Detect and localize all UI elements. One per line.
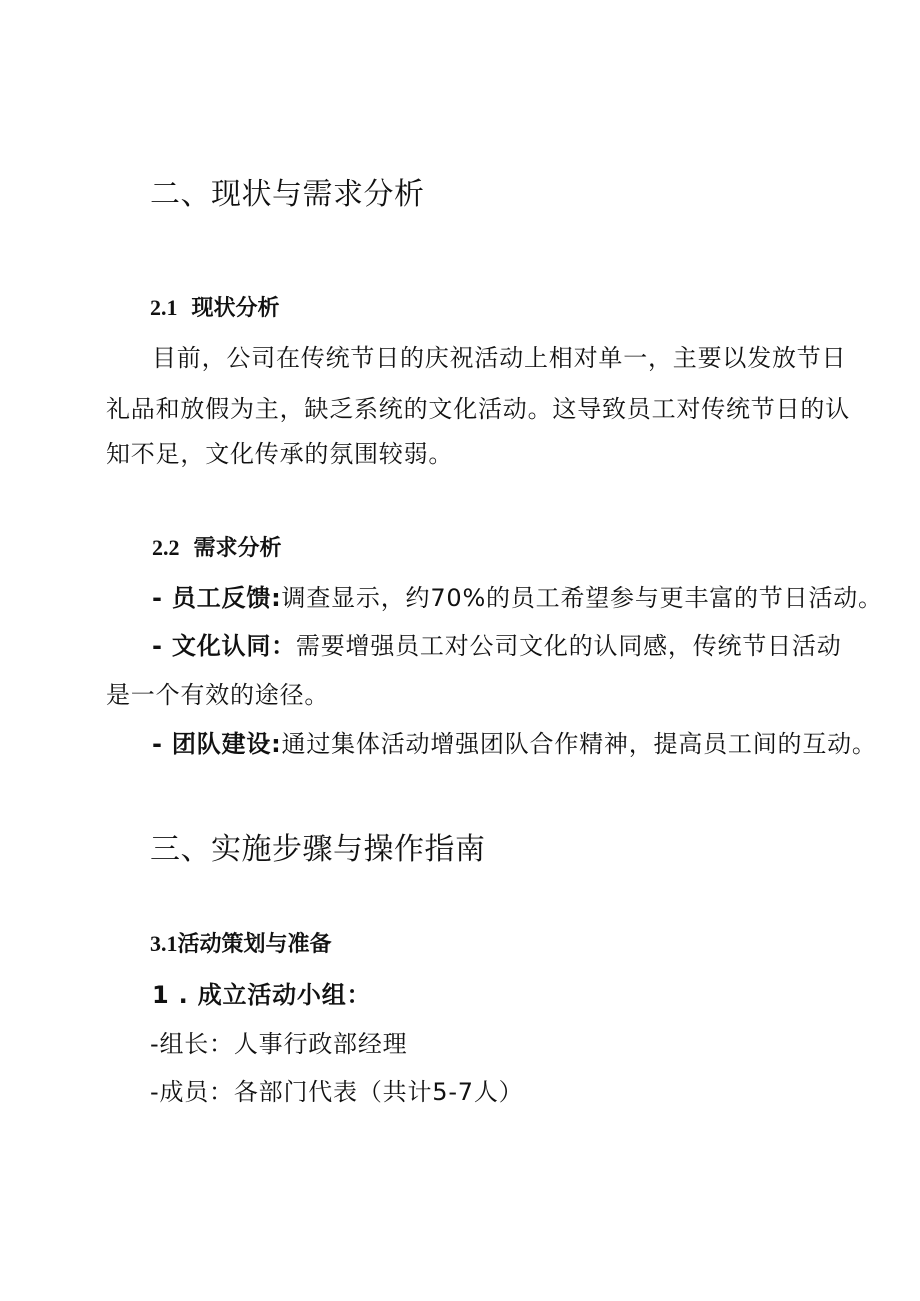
subsection-title: 需求分析	[193, 536, 282, 561]
list-item	[152, 586, 883, 610]
subsection-3-1-heading	[150, 933, 332, 956]
list-item-continuation: 是一个有效的途径。	[106, 681, 330, 709]
list-item-text: 需要增强员工对公司文化的认同感，传统节日活动	[295, 632, 842, 660]
subsection-number: 2.2	[152, 535, 180, 560]
list-item-label: - 文化认同：	[152, 632, 296, 660]
section-2-heading: 二、现状与需求分析	[150, 177, 425, 212]
subsection-2-2-heading	[152, 537, 282, 560]
subsection-title: 现状分析	[191, 296, 280, 321]
list-item-text: 通过集体活动增强团队合作精神，提高员工间的互动。	[281, 730, 877, 758]
member-line: -成员：各部门代表（共计5-7人）	[150, 1078, 524, 1106]
paragraph-line: 知不足，文化传承的氛围较弱。	[106, 440, 454, 468]
paragraph-line: 目前，公司在传统节日的庆祝活动上相对单一，主要以发放节日	[152, 344, 847, 372]
list-item-text: 调查显示，约70%的员工希望参与更丰富的节日活动。	[281, 584, 883, 612]
list-item	[152, 634, 842, 658]
list-item-label: - 团队建设:	[152, 730, 282, 758]
list-item	[152, 732, 877, 756]
member-line: -组长：人事行政部经理	[150, 1030, 408, 1058]
subsection-2-1-heading	[150, 297, 280, 320]
subsection-title: 活动策划与准备	[177, 932, 332, 957]
section-3-heading: 三、实施步骤与操作指南	[150, 832, 486, 867]
subsection-number: 2.1	[150, 295, 178, 320]
paragraph-line: 礼品和放假为主，缺乏系统的文化活动。这导致员工对传统节日的认	[106, 395, 850, 423]
subsection-number: 3.1	[150, 931, 178, 956]
list-item-label: - 员工反馈:	[152, 584, 282, 612]
step-heading: 1 . 成立活动小组：	[152, 981, 372, 1009]
